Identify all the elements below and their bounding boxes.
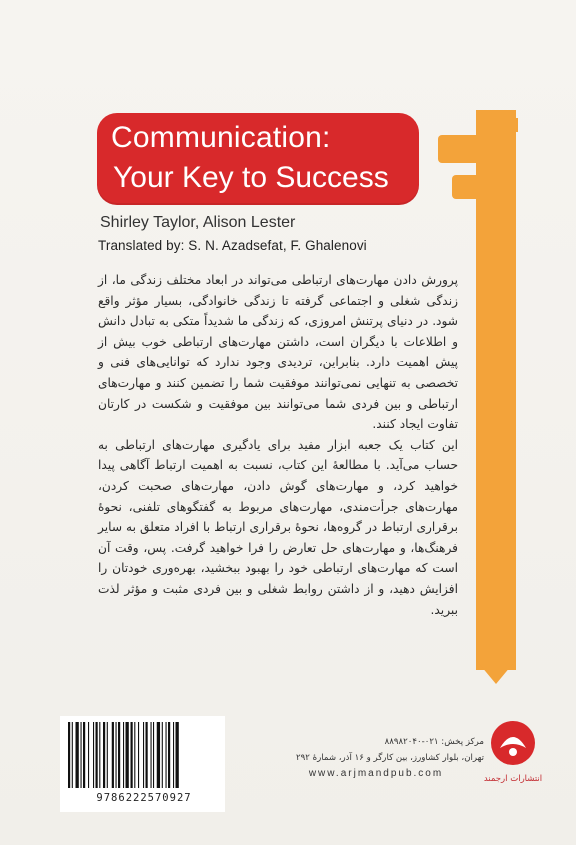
publisher-website: www.arjmandpub.com: [308, 768, 444, 779]
publisher-logo-label: انتشارات ارجمند: [483, 774, 543, 784]
book-description: [98, 270, 458, 620]
translators: Translated by: S. N. Azadsefat, F. Ghalenovi: [98, 238, 367, 253]
title-badge: [97, 113, 419, 205]
authors: Shirley Taylor, Alison Lester: [100, 214, 296, 231]
barcode-area: [60, 716, 225, 812]
isbn-digits: 9786222570927: [96, 792, 192, 804]
publisher-phone: مرکز پخش: ۰۲۱-۸۸۹۸۲۰۴۰: [384, 737, 484, 747]
title-line-1: Communication:: [111, 121, 331, 154]
description-paragraph-1: پرورش دادن مهارت‌های ارتباطی می‌تواند در ابعاد مختلف زندگی ما، از زندگی شغلی و اجتماعی گرفته تا زندگی خانوادگی، بسیار مؤثر واقع شود. در دنیای پرتنش امروزی، که زندگی ما شدیداً متکی به تبادل دانش و اطلاعات با دیگران است، داشتن مهارت‌های ارتباطی خوب بیش از پیش اهمیت دارد. بنابراین، تردیدی وجود ندارد که توانایی‌های فنی و تخصصی به تنهایی نمی‌توانند موفقیت شما را تضمین کنند و مهارت‌های ارتباطی و بین فردی شما می‌توانند بین موفقیت و شکست در کارتان تفاوت ایجاد کنند.: [98, 273, 458, 432]
publisher-address: تهران، بلوار کشاورز، بین کارگر و ۱۶ آذر، شمارهٔ ۲۹۲: [295, 753, 484, 763]
key-graphic-tip: [476, 660, 516, 684]
description-paragraph-2: این کتاب یک جعبه ابزار مفید برای یادگیری مهارت‌های ارتباطی به حساب می‌آید. با مطالعهٔ این کتاب، نسبت به اهمیت ارتباط آگاهی پیدا خواهید کرد، و مهارت‌های گوش دادن، مهارت‌های صحبت کردن، مهارت‌های جرأت‌مندی، مهارت‌های مربوط به گفتگوهای تلفنی، نحوهٔ برقراری ارتباط در گروه‌ها، نحوهٔ برقراری ارتباط با افراد متعلق به سایر فرهنگ‌ها، و مهارت‌های حل تعارض را فرا خواهید گرفت. پس، وقت آن است که مهارت‌های ارتباطی خود را بهبود ببخشید، بهره‌وری خودتان را افزایش دهید، و از داشتن روابط شغلی و بین فردی مثبت و مؤثر لذت ببرید.: [98, 437, 458, 617]
publisher-info: [268, 734, 484, 779]
title-line-2: Your Key to Success: [113, 161, 389, 194]
key-graphic-shaft: [476, 110, 516, 670]
barcode-icon: [66, 722, 220, 788]
publisher-logo-icon: [488, 718, 538, 768]
